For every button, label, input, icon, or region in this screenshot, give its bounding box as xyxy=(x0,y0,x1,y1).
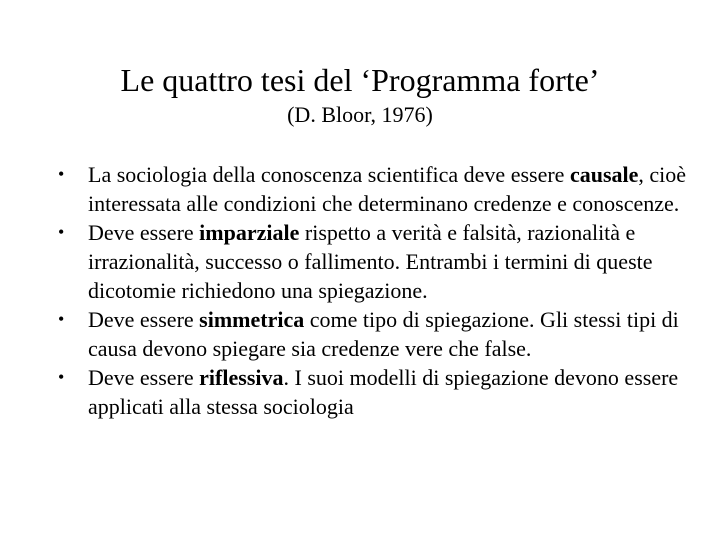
bullet-text xyxy=(88,162,686,216)
bullet-item xyxy=(58,305,698,363)
bullet-text-before: Deve essere xyxy=(88,307,200,332)
bullet-item xyxy=(58,218,698,305)
bullet-text-after: . I suoi modelli di spiegazione devono essere applicati alla stessa sociologia xyxy=(88,365,679,419)
bullet-text xyxy=(88,365,678,419)
bullet-icon: • xyxy=(58,164,65,184)
bullet-text-before: La sociologia della conoscenza scientifica deve essere xyxy=(88,162,570,187)
bullet-text-before: Deve essere xyxy=(88,220,200,245)
slide-title: Le quattro tesi del ‘Programma forte’ xyxy=(120,62,600,98)
bullet-text-after: , cioè interessata alle condizioni che determinano credenze e conoscenze. xyxy=(88,162,687,216)
bullet-keyword: riflessiva xyxy=(199,365,284,390)
bullet-icon: • xyxy=(58,309,65,329)
bullet-list xyxy=(58,160,698,421)
bullet-text-before: Deve essere xyxy=(88,365,200,390)
slide-subtitle: (D. Bloor, 1976) xyxy=(287,102,433,127)
bullet-icon: • xyxy=(58,222,65,242)
bullet-keyword: simmetrica xyxy=(199,307,305,332)
bullet-icon: • xyxy=(58,367,65,387)
bullet-keyword: causale xyxy=(569,162,639,187)
bullet-text xyxy=(88,307,679,361)
bullet-text-after: come tipo di spiegazione. Gli stessi tipi di causa devono spiegare sia credenze vere che false. xyxy=(88,307,679,361)
bullet-item xyxy=(58,160,698,218)
bullet-text-after: rispetto a verità e falsità, razionalità e irrazionalità, successo o fallimento. Entrambi i termini di queste dicotomie richiedono una spiegazione. xyxy=(88,220,653,303)
bullet-text xyxy=(88,220,653,303)
bullet-keyword: imparziale xyxy=(199,220,300,245)
bullet-item xyxy=(58,363,698,421)
